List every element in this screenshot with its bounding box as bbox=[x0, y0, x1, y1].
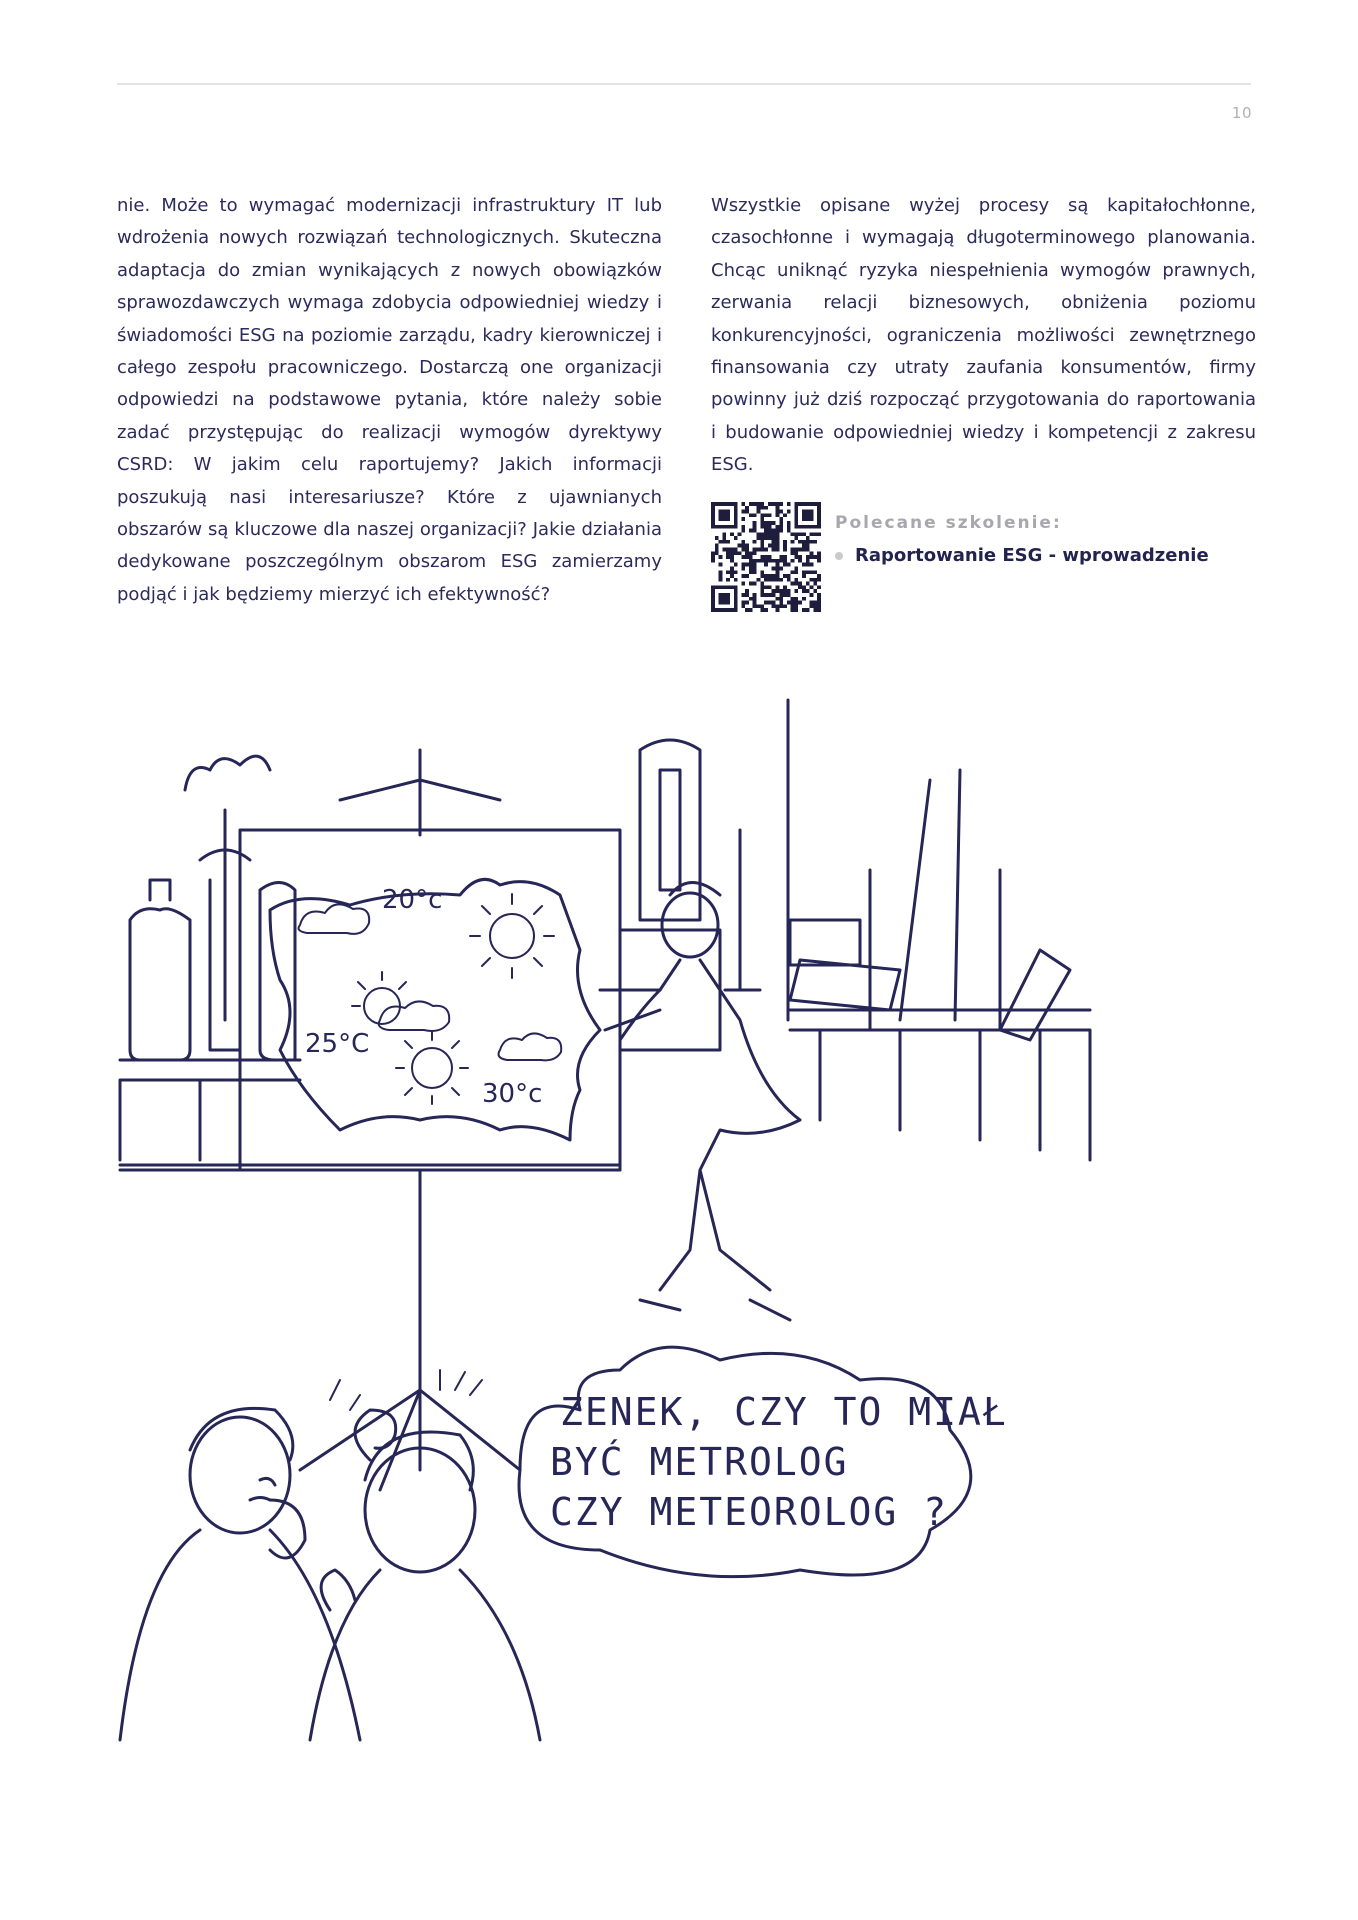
recommended-training-label: Raportowanie ESG - wprowadzenie bbox=[855, 545, 1209, 566]
speech-line-1: ZENEK, CZY TO MIAŁ bbox=[560, 1390, 1008, 1434]
map-temp-3: 30°c bbox=[482, 1079, 543, 1109]
left-column bbox=[117, 190, 662, 611]
cartoon-drawing bbox=[100, 690, 1110, 1750]
left-column-text: nie. Może to wymagać modernizacji infrastruktury IT lub wdrożenia nowych rozwiązań technologicznych. Skuteczna adaptacja do zmian wynikających z nowych obowiązków sprawozdawczych wymaga zdobycia odpowiedniej wiedzy i świadomości ESG na poziomie zarządu, kadry kierowniczej i całego zespołu pracowniczego. Dostarczą one organizacji odpowiedzi na podstawowe pytania, które należy sobie zadać przystępując do realizacji wymogów dyrektywy CSRD: W jakim celu raportujemy? Jakich informacji poszukują nasi interesariusze? Które z ujawnianych obszarów są kluczowe dla naszej organizacji? Jakie działania dedykowane poszczególnym obszarom ESG zamierzamy podjąć i jak będziemy mierzyć ich efektywność? bbox=[117, 195, 662, 605]
speech-line-3: CZY METEOROLOG ? bbox=[550, 1490, 949, 1534]
qr-code-graphic bbox=[711, 502, 821, 612]
map-temp-1: 20°c bbox=[382, 885, 443, 915]
instruments-right bbox=[620, 740, 1070, 1050]
recommended-training-link[interactable] bbox=[835, 545, 1209, 566]
lab-background bbox=[120, 700, 1090, 1170]
header-rule bbox=[117, 83, 1251, 85]
right-column-text: Wszystkie opisane wyżej procesy są kapitałochłonne, czasochłonne i wymagają długoterminowego planowania. Chcąc uniknąć ryzyka niespełnienia wymogów prawnych, zerwania relacji biznesowych, obniżenia poziomu konkurencyjności, ograniczenia możliwości zewnętrznego finansowania czy utraty zaufania konsumentów, firmy powinny już dziś rozpocząć przygotowania do raportowania i budowanie odpowiedniej wiedzy i kompetencji z zakresu ESG. bbox=[711, 195, 1256, 476]
page-number: 10 bbox=[1231, 104, 1252, 122]
recommended-heading: Polecane szkolenie: bbox=[835, 513, 1062, 533]
weather-board bbox=[240, 750, 620, 1490]
observers bbox=[120, 1370, 540, 1740]
right-column bbox=[711, 190, 1256, 482]
recommended-training bbox=[835, 513, 1209, 566]
presenter-figure bbox=[600, 883, 800, 1321]
cartoon-illustration bbox=[100, 690, 1110, 1750]
map-temp-2: 25°C bbox=[305, 1029, 370, 1059]
speech-line-2: BYĆ METROLOG bbox=[550, 1440, 849, 1484]
bullet-icon bbox=[835, 552, 843, 560]
qr-code[interactable] bbox=[711, 502, 821, 612]
